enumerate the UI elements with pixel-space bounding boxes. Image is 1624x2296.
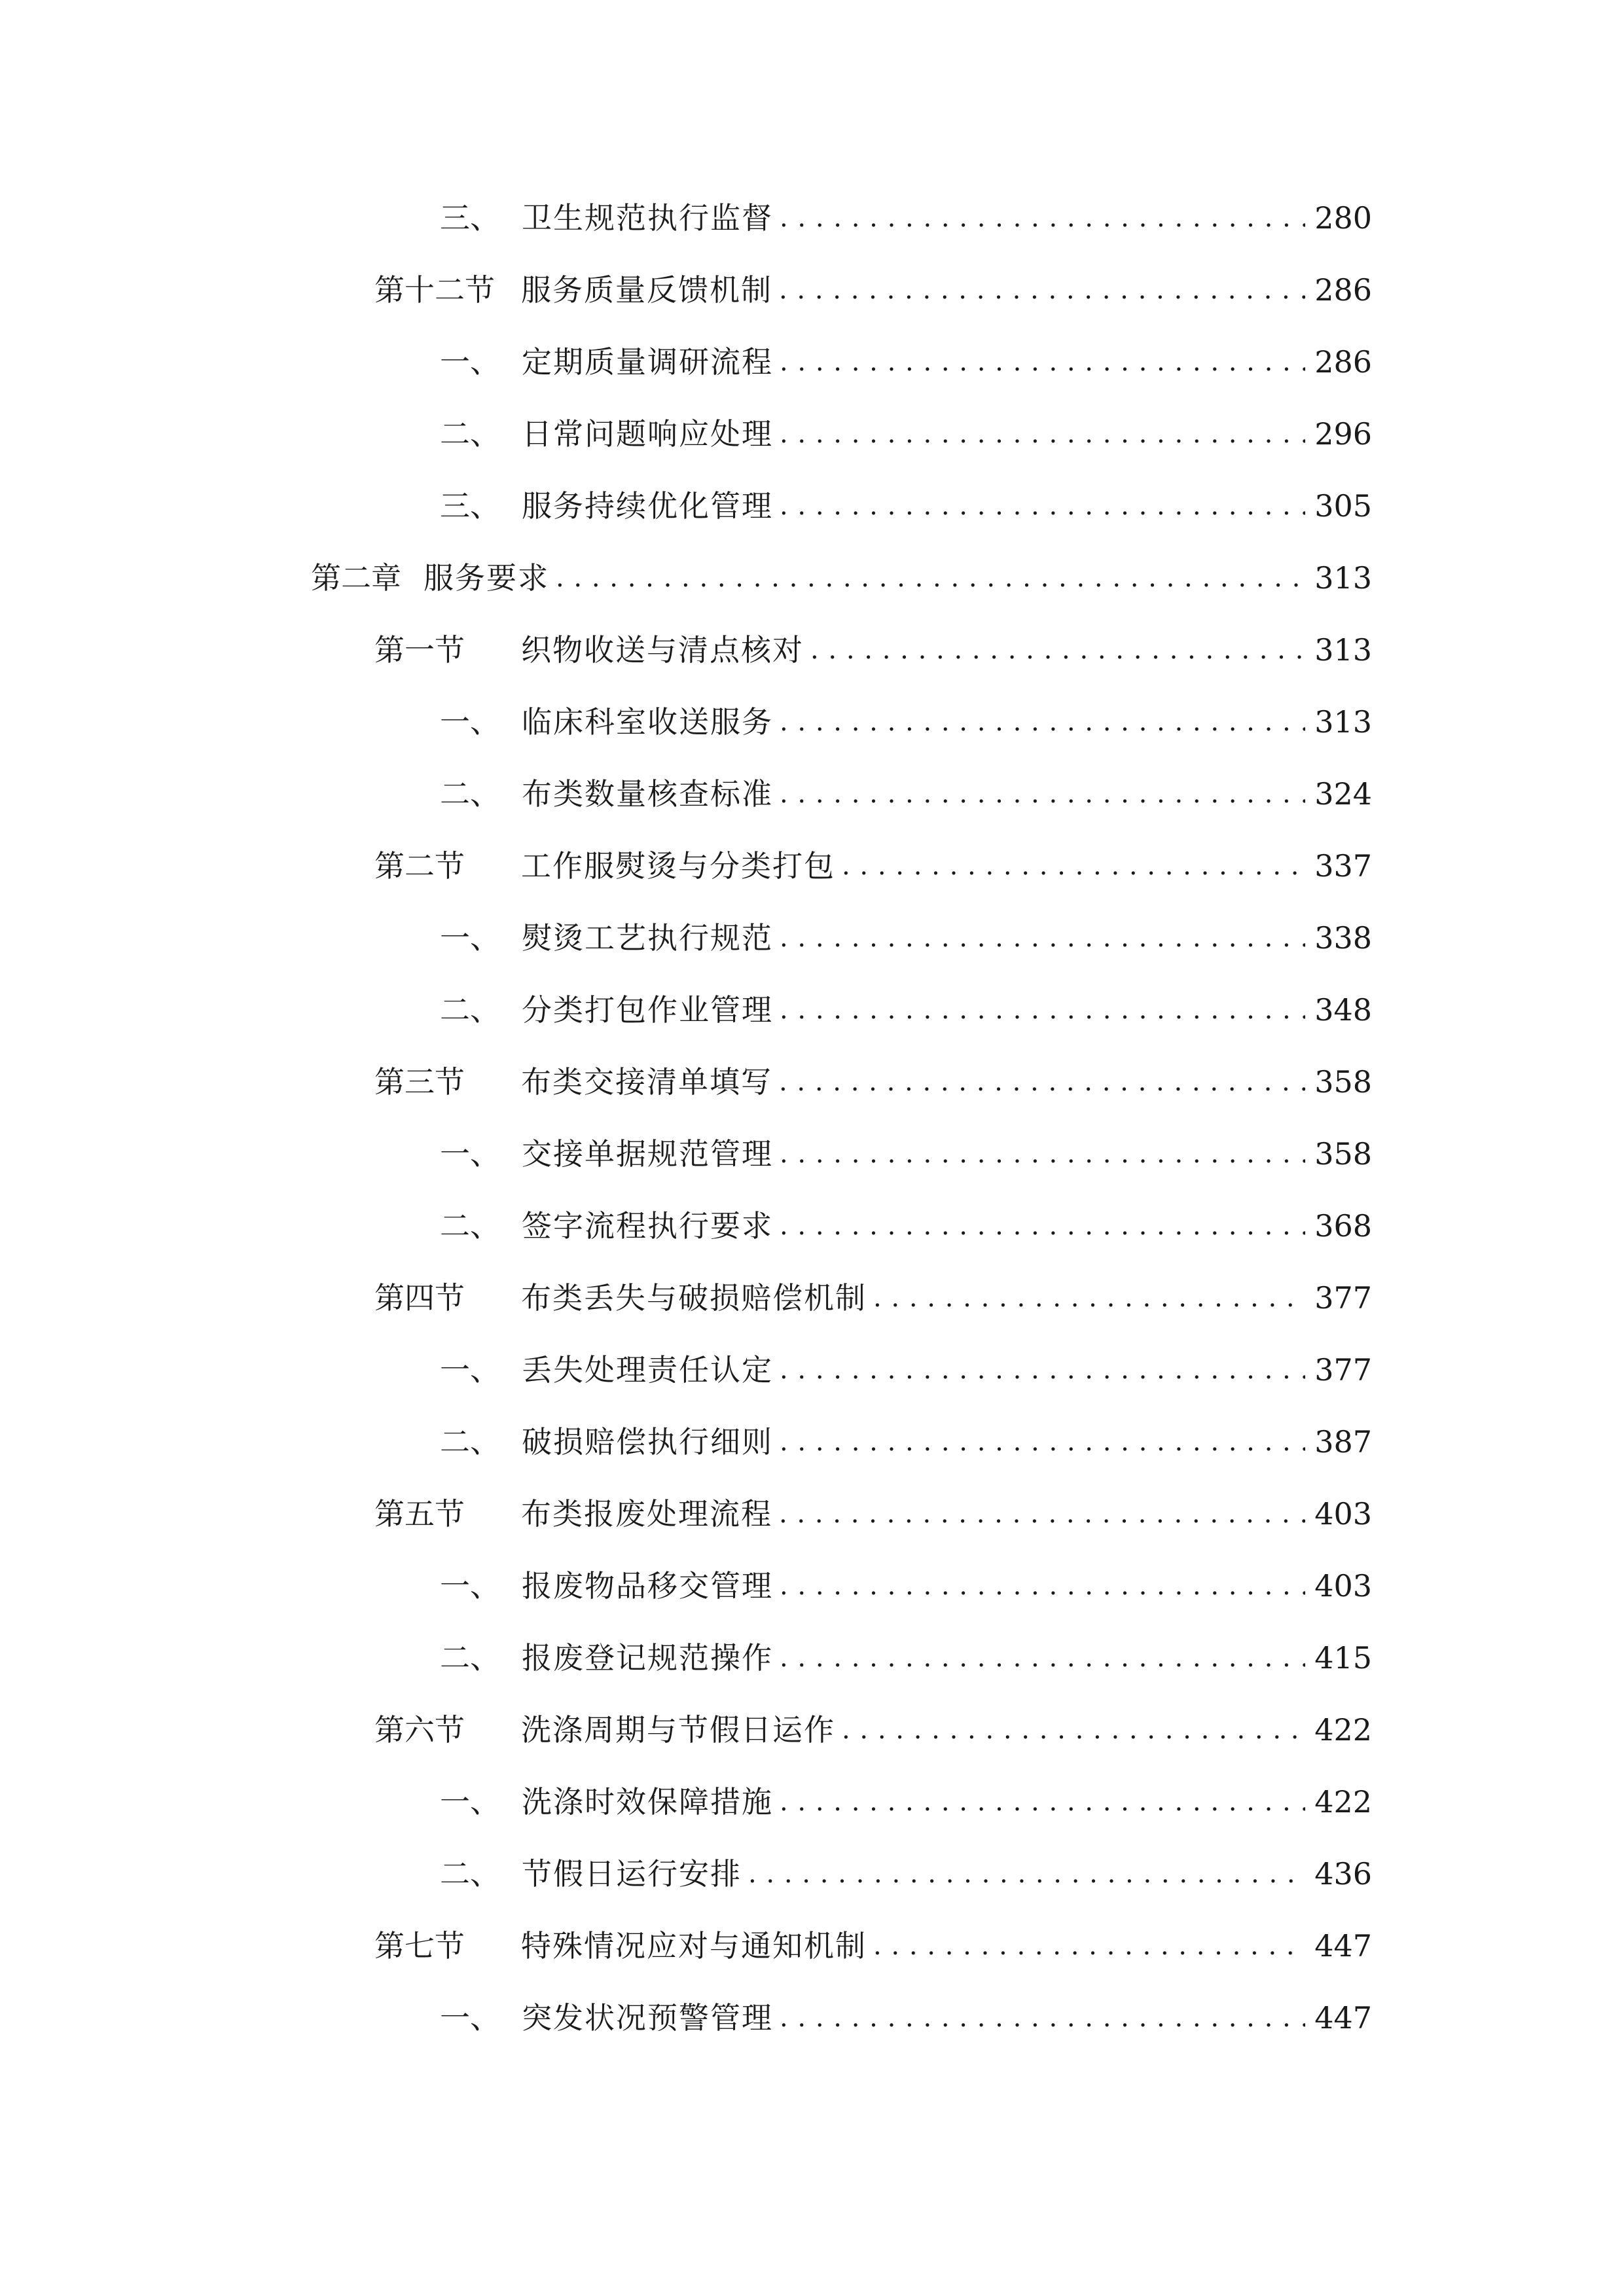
toc-entry-number: 第二节 [374,848,465,884]
toc-entry-page: 415 [1314,1640,1372,1676]
toc-entry[interactable] [440,1992,1372,2044]
toc-entry-title: 卫生规范执行监督 [522,200,773,236]
toc-entry[interactable] [440,984,1372,1036]
toc-entry-page: 422 [1314,1712,1372,1748]
dot-leader [779,264,1305,316]
toc-entry-title: 服务要求 [424,560,549,596]
toc-entry-page: 338 [1314,920,1372,956]
toc-entry-page: 348 [1314,992,1372,1028]
toc-entry-number: 二、 [440,1424,500,1460]
dot-leader [780,1560,1305,1612]
toc-entry-number: 第十二节 [374,272,495,308]
toc-entry[interactable] [440,1200,1372,1252]
toc-entry-number: 一、 [440,704,500,740]
toc-entry-number: 第一节 [374,632,465,668]
toc-entry-page: 313 [1314,704,1372,740]
dot-leader [780,336,1305,388]
toc-entry[interactable] [440,408,1372,460]
toc-entry-title: 破损赔偿执行细则 [522,1424,773,1460]
toc-entry-page: 368 [1314,1208,1372,1244]
toc-entry-page: 296 [1314,416,1372,452]
dot-leader [780,984,1305,1036]
toc-entry[interactable] [440,912,1372,964]
toc-entry-number: 一、 [440,1784,500,1820]
toc-entry-title: 服务持续优化管理 [522,488,773,524]
dot-leader [780,912,1305,964]
toc-entry[interactable] [374,1920,1372,1972]
toc-entry-title: 织物收送与清点核对 [521,632,804,668]
toc-entry-number: 第三节 [374,1064,465,1100]
dot-leader [873,1920,1305,1972]
toc-entry-title: 服务质量反馈机制 [521,272,772,308]
toc-entry-page: 403 [1314,1568,1372,1604]
toc-entry-page: 387 [1314,1424,1372,1460]
toc-entry-page: 313 [1314,560,1372,596]
toc-entry-page: 358 [1314,1064,1372,1100]
dot-leader [780,768,1305,820]
dot-leader [780,408,1305,460]
toc-entry-title: 签字流程执行要求 [522,1208,773,1244]
toc-entry-number: 第四节 [374,1280,465,1316]
toc-entry-page: 436 [1314,1856,1372,1892]
dot-leader [873,1272,1305,1324]
toc-entry-number: 一、 [440,1568,500,1604]
toc-entry-number: 一、 [440,344,500,380]
toc-entry-number: 一、 [440,1136,500,1172]
dot-leader [780,1992,1305,2044]
dot-leader [779,1056,1305,1108]
toc-entry-number: 一、 [440,2000,500,2036]
dot-leader [780,1416,1305,1468]
dot-leader [780,1776,1305,1828]
toc-entry-number: 第六节 [374,1712,465,1748]
toc-entry-page: 358 [1314,1136,1372,1172]
toc-entry-page: 286 [1314,344,1372,380]
toc-entry[interactable] [374,1704,1372,1756]
toc-entry-page: 337 [1314,848,1372,884]
toc-entry-number: 二、 [440,416,500,452]
toc-entry-page: 422 [1314,1784,1372,1820]
toc-entry-number: 一、 [440,920,500,956]
toc-entry-page: 286 [1314,272,1372,308]
dot-leader [780,696,1305,748]
dot-leader [780,1200,1305,1252]
toc-entry-title: 布类报废处理流程 [521,1496,772,1532]
toc-entry-title: 特殊情况应对与通知机制 [521,1928,867,1964]
toc-entry-page: 447 [1314,1928,1372,1964]
toc-entry[interactable] [440,1632,1372,1684]
toc-entry-number: 二、 [440,1640,500,1676]
toc-entry[interactable] [440,768,1372,820]
toc-entry-title: 临床科室收送服务 [522,704,773,740]
toc-entry-title: 报废登记规范操作 [522,1640,773,1676]
toc-entry-number: 二、 [440,1856,500,1892]
dot-leader [780,192,1305,244]
toc-entry-title: 工作服熨烫与分类打包 [521,848,835,884]
toc-entry-title: 洗涤时效保障措施 [522,1784,773,1820]
dot-leader [780,1632,1305,1684]
toc-entry[interactable] [440,1776,1372,1828]
toc-entry-number: 一、 [440,1352,500,1388]
toc-entry-title: 熨烫工艺执行规范 [522,920,773,956]
toc-entry[interactable] [440,1848,1372,1900]
dot-leader [556,552,1305,604]
toc-entry-page: 447 [1314,2000,1372,2036]
toc-entry-title: 布类交接清单填写 [521,1064,772,1100]
toc-entry[interactable] [440,1560,1372,1612]
toc-entry-title: 交接单据规范管理 [522,1136,773,1172]
toc-entry[interactable] [440,480,1372,532]
toc-entry-title: 报废物品移交管理 [522,1568,773,1604]
dot-leader [842,1704,1305,1756]
toc-entry-title: 突发状况预警管理 [522,2000,773,2036]
dot-leader [780,1344,1305,1396]
toc-entry-title: 定期质量调研流程 [522,344,773,380]
toc-entry-title: 布类丢失与破损赔偿机制 [521,1280,867,1316]
toc-entry[interactable] [374,1272,1372,1324]
toc-entry-number: 二、 [440,1208,500,1244]
dot-leader [780,480,1305,532]
toc-entry-number: 三、 [440,200,500,236]
dot-leader [810,624,1305,676]
toc-entry-title: 节假日运行安排 [522,1856,742,1892]
toc-entry-title: 丢失处理责任认定 [522,1352,773,1388]
toc-entry-number: 三、 [440,488,500,524]
toc-entry-number: 第七节 [374,1928,465,1964]
toc-entry[interactable] [440,696,1372,748]
toc-entry-page: 280 [1314,200,1372,236]
dot-leader [779,1488,1305,1540]
toc-entry[interactable] [374,1056,1372,1108]
toc-entry[interactable] [440,1416,1372,1468]
toc-entry[interactable] [440,192,1372,244]
toc-entry-page: 377 [1314,1352,1372,1388]
toc-entry-number: 第五节 [374,1496,465,1532]
toc-entry-number: 二、 [440,776,500,812]
toc-entry[interactable] [440,1344,1372,1396]
toc-entry-page: 403 [1314,1496,1372,1532]
toc-entry-number: 第二章 [311,560,401,596]
dot-leader [780,1128,1305,1180]
toc-entry[interactable] [374,840,1372,892]
dot-leader [748,1848,1305,1900]
toc-entry-page: 377 [1314,1280,1372,1316]
toc-entry[interactable] [374,264,1372,316]
toc-entry-title: 洗涤周期与节假日运作 [521,1712,835,1748]
toc-entry-title: 日常问题响应处理 [522,416,773,452]
toc-entry-page: 313 [1314,632,1372,668]
toc-entry[interactable] [311,552,1372,604]
toc-entry-number: 二、 [440,992,500,1028]
toc-entry[interactable] [440,336,1372,388]
toc-entry-page: 324 [1314,776,1372,812]
toc-entry-title: 分类打包作业管理 [522,992,773,1028]
dot-leader [842,840,1305,892]
toc-entry-page: 305 [1314,488,1372,524]
toc-entry[interactable] [374,1488,1372,1540]
toc-entry[interactable] [374,624,1372,676]
toc-entry-title: 布类数量核查标准 [522,776,773,812]
toc-entry[interactable] [440,1128,1372,1180]
